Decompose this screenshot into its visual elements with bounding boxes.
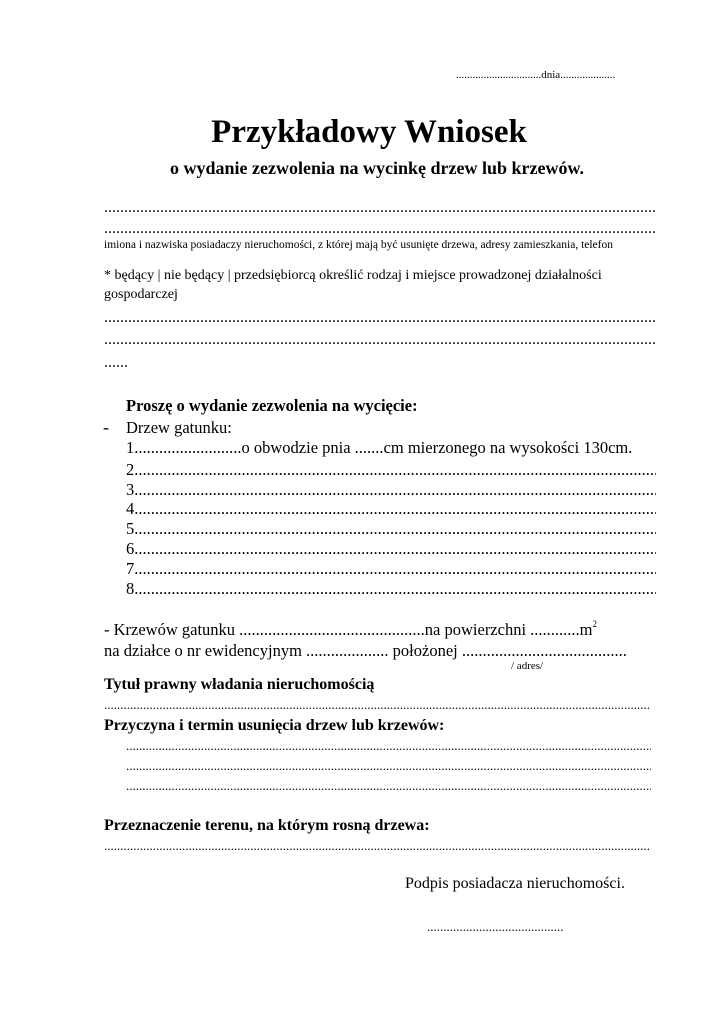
reason-dotted-line-1 — [126, 739, 651, 753]
tree-row-number: 4. — [126, 499, 139, 518]
business-activity-note-line-1: * będący | nie będący | przedsiębiorcą określić rodzaj i miejsce prowadzonej działalności — [104, 268, 602, 283]
owner-signature-label: Podpis posiadacza nieruchomości. — [405, 875, 625, 892]
document-title: Przykładowy Wniosek — [211, 114, 527, 150]
tree-row-number: 7. — [126, 559, 139, 578]
land-purpose-dotted-line — [104, 839, 651, 853]
tree-row-number: 2. — [126, 460, 139, 479]
document-subtitle: o wydanie zezwolenia na wycinkę drzew lub krzewów. — [170, 158, 584, 178]
tree-row-5 — [126, 519, 656, 539]
tree-row-number: 5. — [126, 519, 139, 538]
tree-row-7 — [126, 559, 656, 579]
removal-reason-heading: Przyczyna i termin usunięcia drzew lub krzewów: — [104, 717, 445, 734]
address-caption: / adres/ — [511, 660, 544, 672]
legal-title-heading: Tytuł prawny władania nieruchomością — [104, 676, 375, 693]
trees-species-label: Drzew gatunku: — [126, 418, 232, 437]
business-activity-note-line-2: gospodarczej — [104, 287, 178, 302]
area-unit-superscript: 2 — [592, 619, 597, 629]
business-dotted-line-1 — [104, 309, 656, 327]
tree-row-1: 1..........................o obwodzie pnia .......cm mierzonego na wysokości 130cm. — [126, 438, 633, 457]
tree-row-8 — [126, 579, 656, 599]
owner-signature-line: .......................................... — [427, 919, 564, 934]
tree-row-number: 8. — [126, 579, 139, 598]
reason-dotted-line-2 — [126, 759, 651, 773]
date-place-line: ...............................dnia.................... — [456, 69, 616, 81]
tree-row-2 — [126, 460, 656, 480]
list-dash: - — [103, 417, 109, 437]
tree-row-6 — [126, 539, 656, 559]
business-dotted-line-2 — [104, 331, 656, 349]
tree-row-number: 3. — [126, 480, 139, 499]
tree-row-4 — [126, 499, 656, 519]
business-dotted-line-3: ...... — [104, 354, 128, 371]
legal-title-dotted-line — [104, 698, 651, 712]
tree-row-number: 6. — [126, 539, 139, 558]
reason-dotted-line-3 — [126, 779, 651, 793]
land-purpose-heading: Przeznaczenie terenu, na którym rosną drzewa: — [104, 817, 430, 834]
shrubs-line — [104, 619, 597, 639]
parcel-line: na działce o nr ewidencyjnym .................... położonej ........................................ — [104, 641, 627, 660]
owner-dotted-line-1 — [104, 199, 656, 217]
shrubs-line-text: - Krzewów gatunku .............................................na powierzchni ............m — [104, 620, 593, 639]
request-heading: Proszę o wydanie zezwolenia na wycięcie: — [126, 396, 418, 415]
tree-row-3 — [126, 480, 656, 500]
owner-field-caption: imiona i nazwiska posiadaczy nieruchomości, z której mają być usunięte drzewa, adresy zamieszkania, telefon — [104, 239, 613, 251]
owner-dotted-line-2 — [104, 220, 656, 238]
